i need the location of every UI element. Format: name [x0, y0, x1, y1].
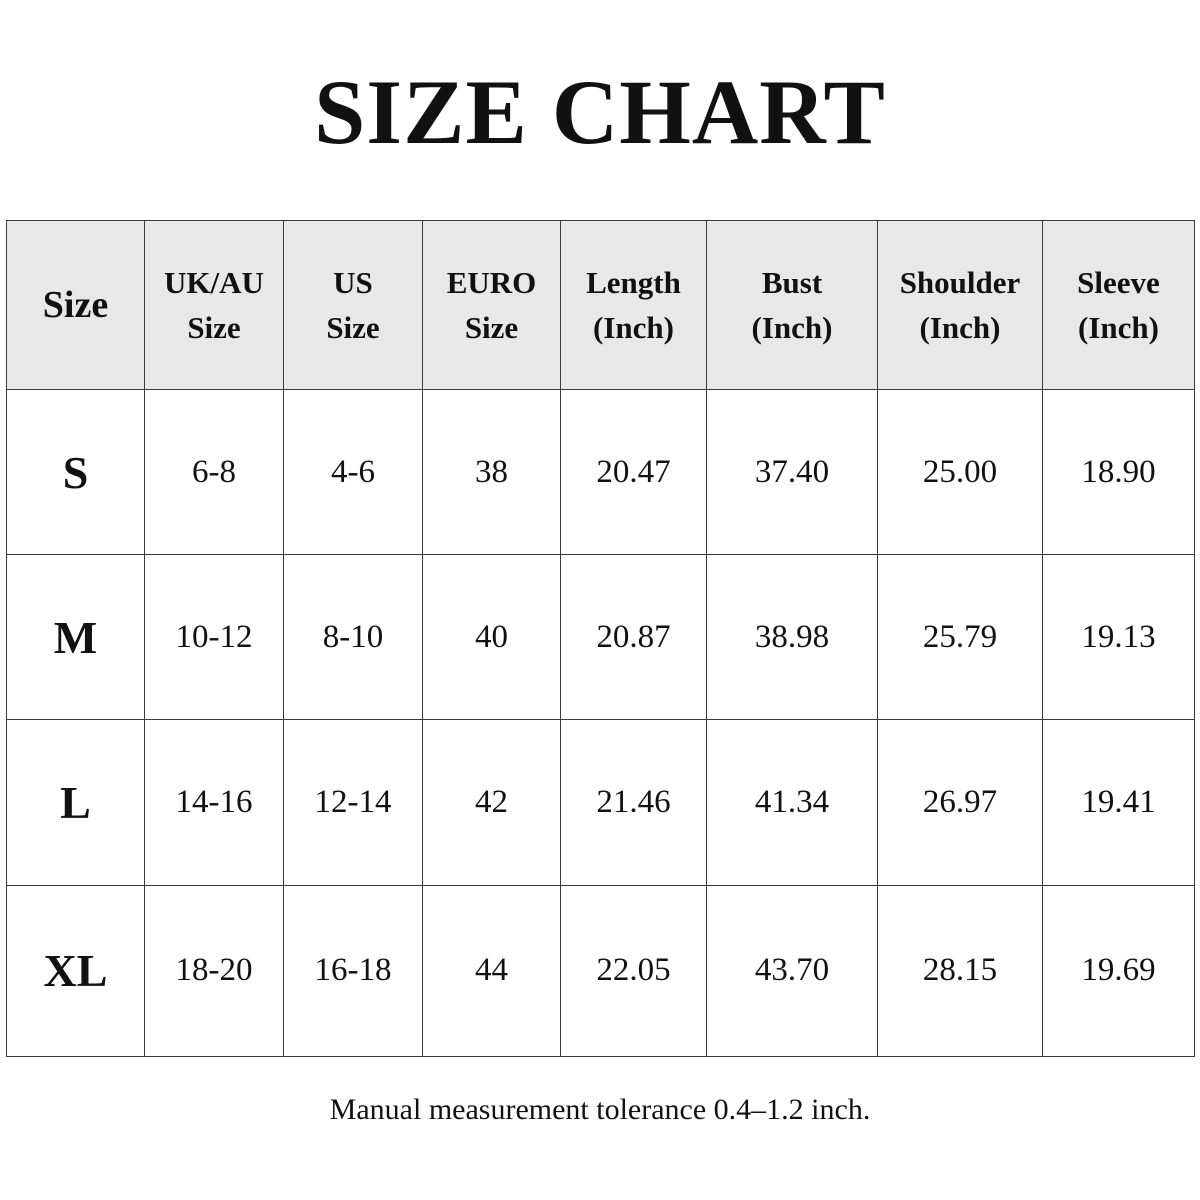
header-label: Sleeve	[1077, 265, 1160, 300]
bust-cell: 37.40	[707, 390, 878, 555]
length-cell: 21.46	[561, 720, 707, 885]
table-row	[7, 390, 1195, 555]
uk-au-size-cell: 14-16	[145, 720, 284, 885]
header-sublabel: Size	[187, 310, 241, 345]
header-label: Shoulder	[899, 265, 1021, 300]
length-cell: 20.47	[561, 390, 707, 555]
bust-cell: 41.34	[707, 720, 878, 885]
size-cell: S	[7, 390, 145, 555]
header-sublabel: (Inch)	[919, 310, 1001, 345]
size-cell: L	[7, 720, 145, 885]
table-header-row	[7, 221, 1195, 390]
table-row	[7, 720, 1195, 885]
size-chart-table	[6, 220, 1195, 1057]
euro-size-cell: 40	[423, 555, 561, 720]
sleeve-cell: 19.41	[1043, 720, 1195, 885]
table-row	[7, 555, 1195, 720]
header-label: US	[333, 265, 373, 300]
header-sublabel: (Inch)	[1078, 310, 1159, 345]
length-cell: 20.87	[561, 555, 707, 720]
euro-size-cell: 38	[423, 390, 561, 555]
us-size-cell: 8-10	[284, 555, 423, 720]
us-size-cell: 12-14	[284, 720, 423, 885]
header-bust	[707, 221, 878, 390]
header-sublabel: (Inch)	[751, 310, 833, 345]
header-label: EURO	[446, 265, 537, 300]
length-cell: 22.05	[561, 885, 707, 1056]
tolerance-note: Manual measurement tolerance 0.4–1.2 inch.	[329, 1093, 871, 1126]
header-uk-au-size	[145, 221, 284, 390]
size-cell: M	[7, 555, 145, 720]
header-shoulder	[878, 221, 1043, 390]
header-euro-size	[423, 221, 561, 390]
euro-size-cell: 44	[423, 885, 561, 1056]
header-sublabel: (Inch)	[593, 310, 674, 345]
shoulder-cell: 25.00	[878, 390, 1043, 555]
header-sublabel: Size	[326, 310, 380, 345]
bust-cell: 43.70	[707, 885, 878, 1056]
us-size-cell: 4-6	[284, 390, 423, 555]
uk-au-size-cell: 10-12	[145, 555, 284, 720]
header-label: Bust	[761, 265, 823, 300]
shoulder-cell: 25.79	[878, 555, 1043, 720]
us-size-cell: 16-18	[284, 885, 423, 1056]
header-us-size	[284, 221, 423, 390]
uk-au-size-cell: 6-8	[145, 390, 284, 555]
header-sleeve	[1043, 221, 1195, 390]
bust-cell: 38.98	[707, 555, 878, 720]
header-label: Size	[42, 283, 109, 326]
header-label: UK/AU	[164, 265, 264, 300]
header-length	[561, 221, 707, 390]
sleeve-cell: 19.69	[1043, 885, 1195, 1056]
header-sublabel: Size	[464, 310, 519, 345]
sleeve-cell: 19.13	[1043, 555, 1195, 720]
shoulder-cell: 26.97	[878, 720, 1043, 885]
header-size	[7, 221, 145, 390]
table-row	[7, 885, 1195, 1056]
page-title: SIZE CHART	[314, 61, 886, 163]
uk-au-size-cell: 18-20	[145, 885, 284, 1056]
euro-size-cell: 42	[423, 720, 561, 885]
header-label: Length	[586, 265, 681, 300]
size-cell: XL	[7, 885, 145, 1056]
shoulder-cell: 28.15	[878, 885, 1043, 1056]
sleeve-cell: 18.90	[1043, 390, 1195, 555]
